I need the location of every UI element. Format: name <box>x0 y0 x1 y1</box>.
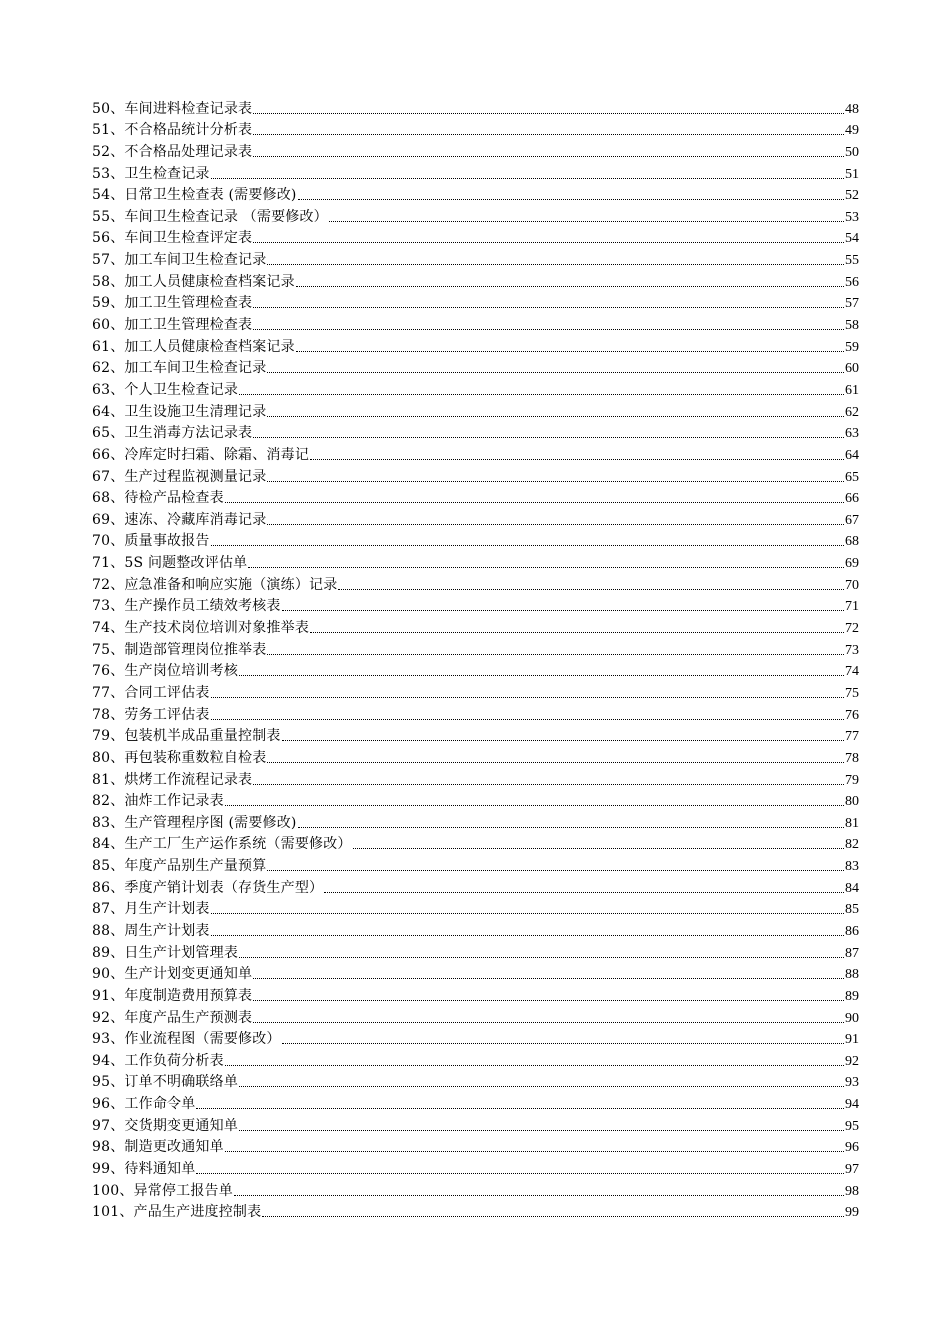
toc-entry-title: 74、生产技术岗位培训对象推举表 <box>92 620 310 637</box>
toc-dot-leader <box>225 1151 844 1152</box>
toc-entry-page-number: 74 <box>845 664 859 680</box>
toc-entry[interactable] <box>92 204 859 226</box>
toc-dot-leader <box>296 351 844 352</box>
toc-entry-title: 60、加工卫生管理检查表 <box>92 317 253 334</box>
toc-dot-leader <box>353 848 844 849</box>
toc-entry[interactable] <box>92 875 859 897</box>
toc-entry-page-number: 53 <box>845 209 859 225</box>
toc-dot-leader <box>338 589 844 590</box>
toc-entry-page-number: 66 <box>845 491 859 507</box>
toc-entry-title: 94、工作负荷分析表 <box>92 1052 224 1069</box>
toc-entry[interactable] <box>92 442 859 464</box>
toc-dot-leader <box>211 178 844 179</box>
toc-dot-leader <box>211 697 844 698</box>
toc-entry-page-number: 87 <box>845 945 859 961</box>
toc-entry-page-number: 82 <box>845 837 859 853</box>
toc-entry-title: 50、车间进料检查记录表 <box>92 100 253 117</box>
toc-entry-title: 101、产品生产进度控制表 <box>92 1204 262 1221</box>
toc-entry[interactable] <box>92 529 859 551</box>
toc-entry-page-number: 56 <box>845 274 859 290</box>
toc-dot-leader <box>196 1108 844 1109</box>
toc-dot-leader <box>282 1043 844 1044</box>
toc-entry[interactable] <box>92 118 859 140</box>
toc-entry[interactable] <box>92 1027 859 1049</box>
toc-entry-title: 64、卫生设施卫生清理记录 <box>92 403 267 420</box>
toc-entry-title: 83、生产管理程序图 (需要修改) <box>92 814 297 831</box>
toc-dot-leader <box>282 610 844 611</box>
toc-entry-title: 71、5S 问题整改评估单 <box>92 555 248 572</box>
toc-entry-page-number: 68 <box>845 534 859 550</box>
toc-dot-leader <box>211 719 844 720</box>
toc-entry-page-number: 96 <box>845 1140 859 1156</box>
toc-entry[interactable] <box>92 724 859 746</box>
toc-entry-page-number: 86 <box>845 923 859 939</box>
toc-dot-leader <box>267 762 844 763</box>
toc-entry-title: 91、年度制造费用预算表 <box>92 987 253 1004</box>
toc-entry-title: 77、合同工评估表 <box>92 684 210 701</box>
toc-entry-page-number: 81 <box>845 815 859 831</box>
toc-entry-page-number: 62 <box>845 404 859 420</box>
toc-dot-leader <box>310 459 844 460</box>
toc-entry-title: 66、冷库定时扫霜、除霜、消毒记 <box>92 446 310 463</box>
toc-entry-page-number: 57 <box>845 296 859 312</box>
toc-entry-page-number: 98 <box>845 1183 859 1199</box>
toc-dot-leader <box>253 307 844 308</box>
toc-entry-page-number: 72 <box>845 621 859 637</box>
toc-entry-page-number: 69 <box>845 556 859 572</box>
toc-entry-page-number: 92 <box>845 1053 859 1069</box>
toc-entry-page-number: 63 <box>845 426 859 442</box>
toc-entry-title: 82、油炸工作记录表 <box>92 793 224 810</box>
toc-dot-leader <box>225 1065 844 1066</box>
toc-entry[interactable] <box>92 1070 859 1092</box>
toc-entry-title: 90、生产计划变更通知单 <box>92 966 253 983</box>
toc-entry[interactable] <box>92 161 859 183</box>
toc-entry-title: 72、应急准备和响应实施（演练）记录 <box>92 576 338 593</box>
toc-entry-page-number: 65 <box>845 469 859 485</box>
toc-entry-title: 52、不合格品处理记录表 <box>92 143 253 160</box>
toc-entry-page-number: 79 <box>845 772 859 788</box>
toc-entry[interactable] <box>92 269 859 291</box>
toc-entry-title: 58、加工人员健康检查档案记录 <box>92 273 295 290</box>
toc-entry-title: 76、生产岗位培训考核 <box>92 663 239 680</box>
toc-entry[interactable] <box>92 356 859 378</box>
toc-entry-page-number: 77 <box>845 729 859 745</box>
toc-dot-leader <box>239 957 844 958</box>
toc-entry-title: 69、速冻、冷藏库消毒记录 <box>92 511 267 528</box>
toc-entry-page-number: 71 <box>845 599 859 615</box>
toc-entry[interactable] <box>92 615 859 637</box>
toc-entry-title: 97、交货期变更通知单 <box>92 1117 239 1134</box>
toc-entry-title: 57、加工车间卫生检查记录 <box>92 252 267 269</box>
toc-dot-leader <box>253 1000 844 1001</box>
toc-entry[interactable] <box>92 918 859 940</box>
toc-dot-leader <box>225 502 844 503</box>
toc-dot-leader <box>324 892 844 893</box>
toc-entry[interactable] <box>92 1156 859 1178</box>
toc-entry-title: 62、加工车间卫生检查记录 <box>92 360 267 377</box>
toc-entry[interactable] <box>92 421 859 443</box>
toc-entry[interactable] <box>92 247 859 269</box>
toc-entry[interactable] <box>92 1178 859 1200</box>
toc-entry[interactable] <box>92 377 859 399</box>
toc-dot-leader <box>225 805 844 806</box>
toc-entry[interactable] <box>92 940 859 962</box>
toc-entry[interactable] <box>92 810 859 832</box>
toc-entry-title: 81、烘烤工作流程记录表 <box>92 771 253 788</box>
toc-dot-leader <box>253 134 844 135</box>
toc-entry-page-number: 89 <box>845 988 859 1004</box>
toc-entry[interactable] <box>92 334 859 356</box>
toc-entry[interactable] <box>92 853 859 875</box>
toc-entry[interactable] <box>92 680 859 702</box>
toc-entry-page-number: 88 <box>845 967 859 983</box>
toc-dot-leader <box>298 199 844 200</box>
toc-entry[interactable] <box>92 507 859 529</box>
toc-entry-title: 86、季度产销计划表（存货生产型） <box>92 879 324 896</box>
toc-entry-page-number: 70 <box>845 577 859 593</box>
toc-dot-leader <box>253 784 844 785</box>
toc-entry-page-number: 84 <box>845 880 859 896</box>
toc-dot-leader <box>267 264 844 265</box>
toc-dot-leader <box>239 394 844 395</box>
toc-entry-page-number: 97 <box>845 1162 859 1178</box>
toc-entry-title: 67、生产过程监视测量记录 <box>92 468 267 485</box>
toc-entry-page-number: 93 <box>845 1075 859 1091</box>
toc-entry[interactable] <box>92 789 859 811</box>
toc-dot-leader <box>267 481 844 482</box>
toc-entry-page-number: 76 <box>845 707 859 723</box>
toc-dot-leader <box>282 740 844 741</box>
toc-entry-title: 95、订单不明确联络单 <box>92 1074 239 1091</box>
toc-dot-leader <box>234 1195 844 1196</box>
toc-dot-leader <box>267 416 844 417</box>
toc-entry-page-number: 94 <box>845 1097 859 1113</box>
toc-entry[interactable] <box>92 291 859 313</box>
toc-dot-leader <box>267 372 844 373</box>
toc-entry-title: 79、包装机半成品重量控制表 <box>92 728 281 745</box>
toc-entry[interactable] <box>92 1135 859 1157</box>
toc-dot-leader <box>196 1173 844 1174</box>
toc-entry-title: 89、日生产计划管理表 <box>92 944 239 961</box>
toc-entry-page-number: 64 <box>845 447 859 463</box>
toc-entry[interactable] <box>92 399 859 421</box>
toc-entry[interactable] <box>92 659 859 681</box>
toc-entry[interactable] <box>92 1091 859 1113</box>
toc-dot-leader <box>239 1086 844 1087</box>
toc-entry-page-number: 67 <box>845 512 859 528</box>
toc-entry[interactable] <box>92 637 859 659</box>
toc-entry[interactable] <box>92 96 859 118</box>
toc-entry-title: 56、车间卫生检查评定表 <box>92 230 253 247</box>
toc-entry-title: 84、生产工厂生产运作系统（需要修改） <box>92 836 352 853</box>
toc-entry-page-number: 61 <box>845 382 859 398</box>
toc-entry[interactable] <box>92 1200 859 1222</box>
toc-dot-leader <box>239 675 844 676</box>
toc-dot-leader <box>239 1130 844 1131</box>
toc-dot-leader <box>211 913 844 914</box>
toc-entry-page-number: 50 <box>845 144 859 160</box>
toc-entry[interactable] <box>92 312 859 334</box>
toc-entry-title: 93、作业流程图（需要修改） <box>92 1031 281 1048</box>
toc-dot-leader <box>253 978 844 979</box>
toc-dot-leader <box>267 524 844 525</box>
toc-entry-title: 99、待料通知单 <box>92 1161 196 1178</box>
toc-dot-leader <box>248 567 844 568</box>
toc-entry-title: 59、加工卫生管理检查表 <box>92 295 253 312</box>
toc-entry-title: 54、日常卫生检查表 (需要修改) <box>92 187 297 204</box>
toc-entry[interactable] <box>92 983 859 1005</box>
toc-entry-title: 51、不合格品统计分析表 <box>92 122 253 139</box>
toc-dot-leader <box>253 156 844 157</box>
toc-entry-title: 96、工作命令单 <box>92 1096 196 1113</box>
toc-entry[interactable] <box>92 594 859 616</box>
toc-dot-leader <box>211 545 844 546</box>
toc-entry-page-number: 52 <box>845 188 859 204</box>
toc-entry[interactable] <box>92 897 859 919</box>
toc-entry[interactable] <box>92 183 859 205</box>
toc-entry-title: 80、再包装称重数粒自检表 <box>92 749 267 766</box>
toc-entry-page-number: 75 <box>845 685 859 701</box>
toc-entry-page-number: 54 <box>845 231 859 247</box>
toc-entry[interactable] <box>92 1113 859 1135</box>
toc-entry-page-number: 85 <box>845 902 859 918</box>
toc-entry[interactable] <box>92 1048 859 1070</box>
toc-entry[interactable] <box>92 702 859 724</box>
toc-entry-title: 98、制造更改通知单 <box>92 1139 224 1156</box>
toc-entry[interactable] <box>92 464 859 486</box>
toc-entry-title: 87、月生产计划表 <box>92 901 210 918</box>
toc-entry-page-number: 49 <box>845 123 859 139</box>
toc-entry-page-number: 91 <box>845 1032 859 1048</box>
toc-entry-title: 68、待检产品检查表 <box>92 490 224 507</box>
toc-entry-page-number: 58 <box>845 318 859 334</box>
toc-entry[interactable] <box>92 832 859 854</box>
toc-entry-page-number: 78 <box>845 750 859 766</box>
toc-dot-leader <box>262 1216 844 1217</box>
toc-entry-page-number: 51 <box>845 166 859 182</box>
toc-entry-page-number: 60 <box>845 361 859 377</box>
toc-entry-title: 78、劳务工评估表 <box>92 706 210 723</box>
toc-dot-leader <box>267 870 844 871</box>
toc-entry-page-number: 99 <box>845 1205 859 1221</box>
toc-entry-page-number: 83 <box>845 859 859 875</box>
toc-entry-page-number: 80 <box>845 794 859 810</box>
toc-entry[interactable] <box>92 962 859 984</box>
toc-dot-leader <box>329 221 844 222</box>
toc-entry-title: 55、车间卫生检查记录 （需要修改） <box>92 208 328 225</box>
toc-dot-leader <box>253 242 844 243</box>
toc-dot-leader <box>267 654 844 655</box>
toc-entry[interactable] <box>92 226 859 248</box>
toc-entry-page-number: 73 <box>845 642 859 658</box>
toc-entry-title: 61、加工人员健康检查档案记录 <box>92 338 295 355</box>
toc-entry-title: 70、质量事故报告 <box>92 533 210 550</box>
toc-entry-page-number: 95 <box>845 1118 859 1134</box>
toc-entry-title: 75、制造部管理岗位推举表 <box>92 641 267 658</box>
toc-entry-page-number: 55 <box>845 253 859 269</box>
toc-entry-title: 92、年度产品生产预测表 <box>92 1009 253 1026</box>
toc-dot-leader <box>253 329 844 330</box>
toc-dot-leader <box>296 286 844 287</box>
toc-entry[interactable] <box>92 486 859 508</box>
toc-dot-leader <box>298 827 844 828</box>
toc-entry-page-number: 90 <box>845 1010 859 1026</box>
toc-entry[interactable] <box>92 572 859 594</box>
toc-dot-leader <box>310 632 844 633</box>
table-of-contents <box>92 96 859 1221</box>
toc-dot-leader <box>253 437 844 438</box>
toc-entry[interactable] <box>92 745 859 767</box>
toc-dot-leader <box>253 1022 844 1023</box>
toc-entry[interactable] <box>92 1005 859 1027</box>
toc-entry[interactable] <box>92 767 859 789</box>
toc-entry-title: 63、个人卫生检查记录 <box>92 381 239 398</box>
toc-entry-page-number: 48 <box>845 101 859 117</box>
toc-entry-title: 65、卫生消毒方法记录表 <box>92 425 253 442</box>
toc-entry-title: 88、周生产计划表 <box>92 922 210 939</box>
toc-entry-title: 100、异常停工报告单 <box>92 1182 233 1199</box>
toc-entry-title: 73、生产操作员工绩效考核表 <box>92 598 281 615</box>
toc-entry-title: 53、卫生检查记录 <box>92 165 210 182</box>
toc-entry-page-number: 59 <box>845 339 859 355</box>
toc-entry-title: 85、年度产品别生产量预算 <box>92 858 267 875</box>
toc-entry[interactable] <box>92 550 859 572</box>
toc-dot-leader <box>253 113 844 114</box>
toc-entry[interactable] <box>92 139 859 161</box>
toc-dot-leader <box>211 935 844 936</box>
